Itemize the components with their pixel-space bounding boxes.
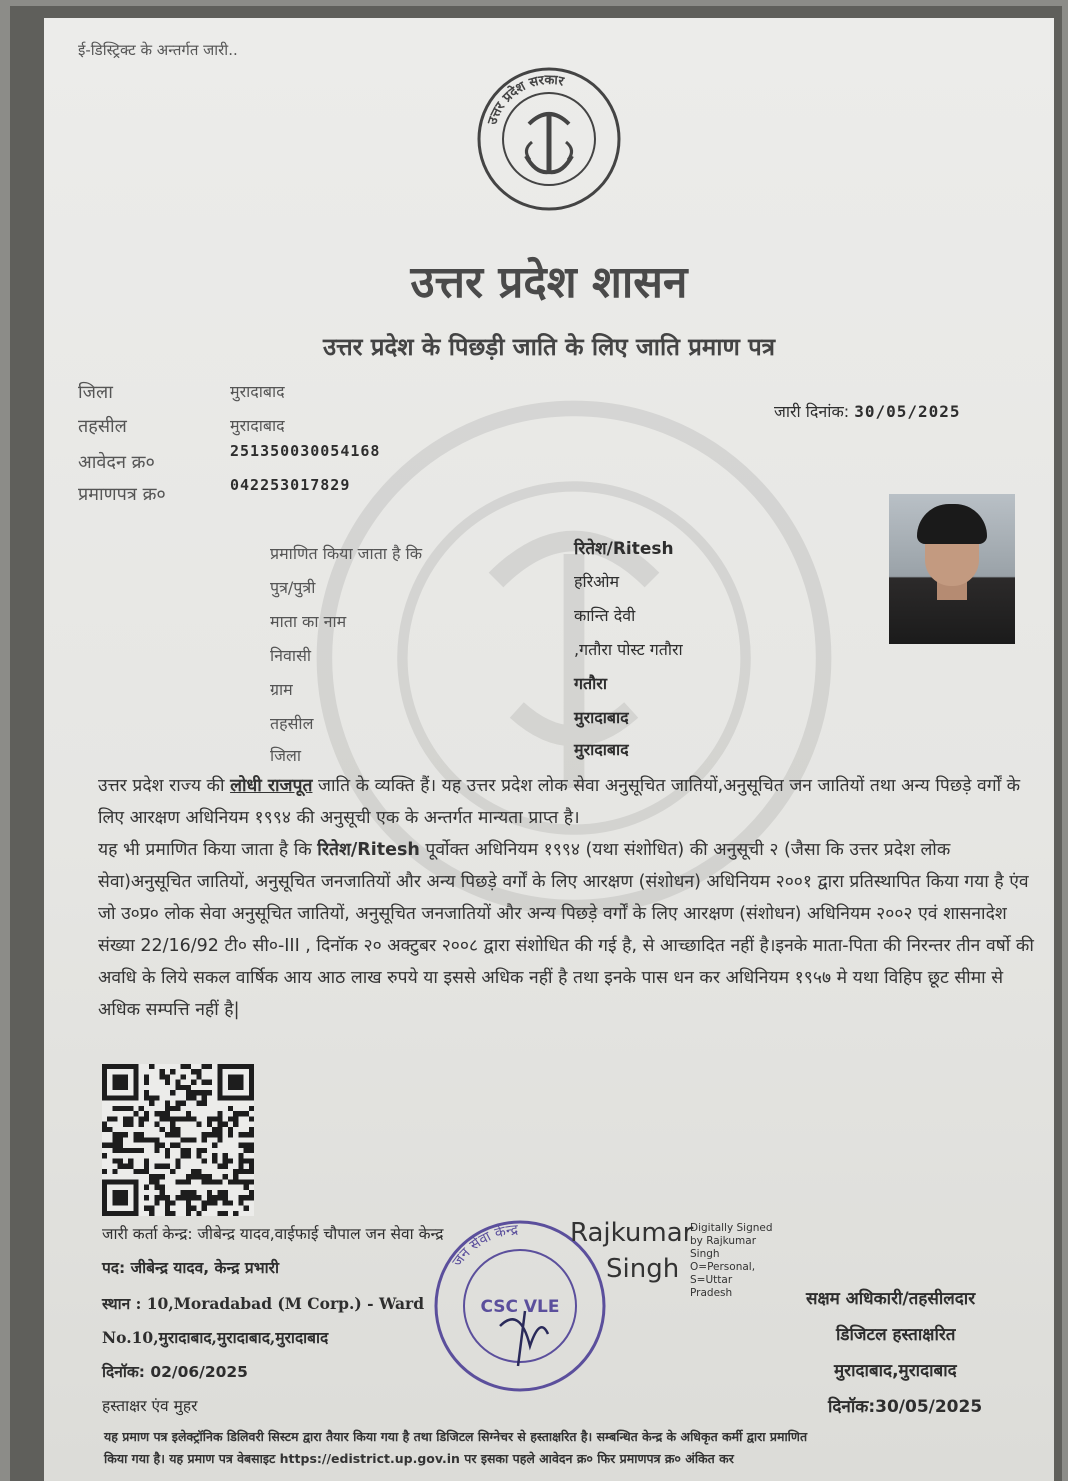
digital-signature-name-2: Singh	[606, 1254, 680, 1284]
detail-value-father: हरिओम	[574, 572, 620, 591]
issue-date-value: 30/05/2025	[854, 402, 961, 421]
issuer-sign-label: हस्ताक्षर एंव मुहर	[102, 1397, 198, 1415]
up-government-emblem	[474, 64, 624, 214]
detail-label-child-of: पुत्र/पुत्री	[270, 578, 316, 597]
issue-date-label: जारी दिनांक:	[774, 402, 850, 421]
footer-note	[104, 1426, 1044, 1470]
detail-label-mother: माता का नाम	[270, 612, 347, 631]
detail-value-district: मुरादाबाद	[574, 740, 629, 759]
digital-signature-name-1: Rajkumar	[570, 1218, 694, 1248]
issuer-place-2: No.10,मुरादाबाद,मुरादाबाद,मुरादाबाद	[102, 1328, 329, 1347]
detail-label-resident: निवासी	[270, 646, 312, 665]
top-note: ई-डिस्ट्रिक्ट के अन्तर्गत जारी..	[78, 41, 238, 59]
district-label: जिला	[78, 382, 113, 403]
tehsil-label: तहसील	[78, 416, 127, 437]
issuer-post: पद: जीबेन्द्र यादव, केन्द्र प्रभारी	[102, 1259, 279, 1277]
document-subtitle: उत्तर प्रदेश के पिछड़ी जाति के लिए जाति प्रमाण पत्र	[322, 333, 776, 361]
document-title: उत्तर प्रदेश शासन	[410, 257, 688, 308]
issuer-date: दिनॉक: 02/06/2025	[102, 1363, 248, 1381]
authority-date: दिनॉक:30/05/2025	[828, 1397, 983, 1417]
stamp-inner-text: CSC VLE	[480, 1297, 560, 1317]
detail-label-tehsil: तहसील	[270, 714, 314, 733]
footer-line-1: यह प्रमाण पत्र इलेक्ट्रॉनिक डिलिवरी सिस्टम द्वारा तैयार किया गया है तथा डिजिटल सिग्नेचर से हस्ताक्षरित है। सम्बन्धित केन्द्र के अधिकृत कर्मी द्वारा प्रमाणित	[104, 1429, 808, 1444]
stamp-ring-text: जन सेवा केन्द्र	[449, 1221, 519, 1270]
certificate-number: 042253017829	[230, 476, 351, 494]
issue-date	[774, 400, 961, 422]
detail-value-tehsil: मुरादाबाद	[574, 708, 629, 727]
authority-location: मुरादाबाद,मुरादाबाद	[834, 1361, 957, 1381]
applicant-photo	[889, 494, 1015, 644]
detail-value-village: गतौरा	[574, 674, 607, 693]
authority-digital-signed: डिजिटल हस्ताक्षरित	[836, 1325, 956, 1345]
certificate-label: प्रमाणपत्र क्र०	[78, 484, 166, 505]
authority-title: सक्षम अधिकारी/तहसीलदार	[806, 1289, 976, 1309]
detail-value-mother: कान्ति देवी	[574, 606, 636, 625]
tehsil-value: मुरादाबाद	[230, 416, 285, 435]
caste-paragraph: उत्तर प्रदेश राज्य की लोधी राजपूत जाति के व्यक्ति हैं। यह उत्तर प्रदेश लोक सेवा अनुसूचित जातियों,अनुसूचित जन जातियों तथा अन्य पिछड़े वर्गों के लिए आरक्षण अधिनियम १९९४ की अनुसूची एक के अन्तर्गत मान्यता प्राप्त है।	[98, 776, 1021, 828]
emblem-text: उत्तर प्रदेश सरकार	[485, 72, 566, 127]
district-value: मुरादाबाद	[230, 382, 285, 401]
footer-line-2: किया गया है। यह प्रमाण पत्र वेबसाइट https://edistrict.up.gov.in पर इसका पहले आवेदन क्र० फिर प्रमाणपत्र क्र० अंकित कर	[104, 1451, 734, 1466]
detail-label-district: जिला	[270, 746, 302, 765]
digital-signature-note: Digitally Signed by Rajkumar Singh O=Personal, S=Uttar Pradesh	[690, 1222, 773, 1299]
qr-code	[102, 1064, 254, 1216]
certificate-page	[44, 18, 1054, 1481]
issuer-place-1: स्थान : 10,Moradabad (M Corp.) - Ward	[102, 1294, 425, 1313]
exclusion-paragraph: यह भी प्रमाणित किया जाता है कि रितेश/Ritesh पूर्वोक्त अधिनियम १९९४ (यथा संशोधित) की अनुसूची २ (जैसा कि उत्तर प्रदेश लोक सेवा)अनुसूचित जातियों, अनुसूचित जनजातियों और अन्य पिछड़े वर्गों के लिए आरक्षण (संशोधन) अधिनियम २००१ द्वारा प्रतिस्थापित किया गया है एंव जो उ०प्र० लोक सेवा अनुसूचित जातियों, अनुसूचित जनजातियों और अन्य पिछड़े वर्गों के लिए आरक्षण (संशोधन) अधिनियम २००२ एवं शासनादेश संख्या 22/16/92 टी० सी०-III , दिनॉक २० अक्टुबर २००८ द्वारा संशोधित की गई है, से आच्छादित नहीं है।इनके माता-पिता की निरन्तर तीन वर्षो की अवधि के लिये सकल वार्षिक आय आठ लाख रुपये या इससे अधिक नहीं है तथा इनके पास धन कर अधिनियम १९५७ मे यथा विहिप छूट सीमा से अधिक सम्पत्ति नहीं है|	[98, 840, 1034, 1020]
detail-label-village: ग्राम	[270, 680, 293, 699]
application-number: 251350030054168	[230, 442, 381, 460]
application-label: आवेदन क्र०	[78, 452, 155, 473]
paragraph-name: रितेश/Ritesh	[317, 840, 420, 860]
caste-name: लोधी राजपूत	[230, 776, 313, 796]
detail-value-name: रितेश/Ritesh	[574, 539, 674, 559]
issuer-center: जारी कर्ता केन्द्र: जीबेन्द्र यादव,वाईफाई चौपाल जन सेवा केन्द्र	[102, 1225, 444, 1243]
detail-value-resident: ,गतौरा पोस्ट गतौरा	[574, 640, 683, 659]
detail-label-certified: प्रमाणित किया जाता है कि	[270, 544, 423, 563]
